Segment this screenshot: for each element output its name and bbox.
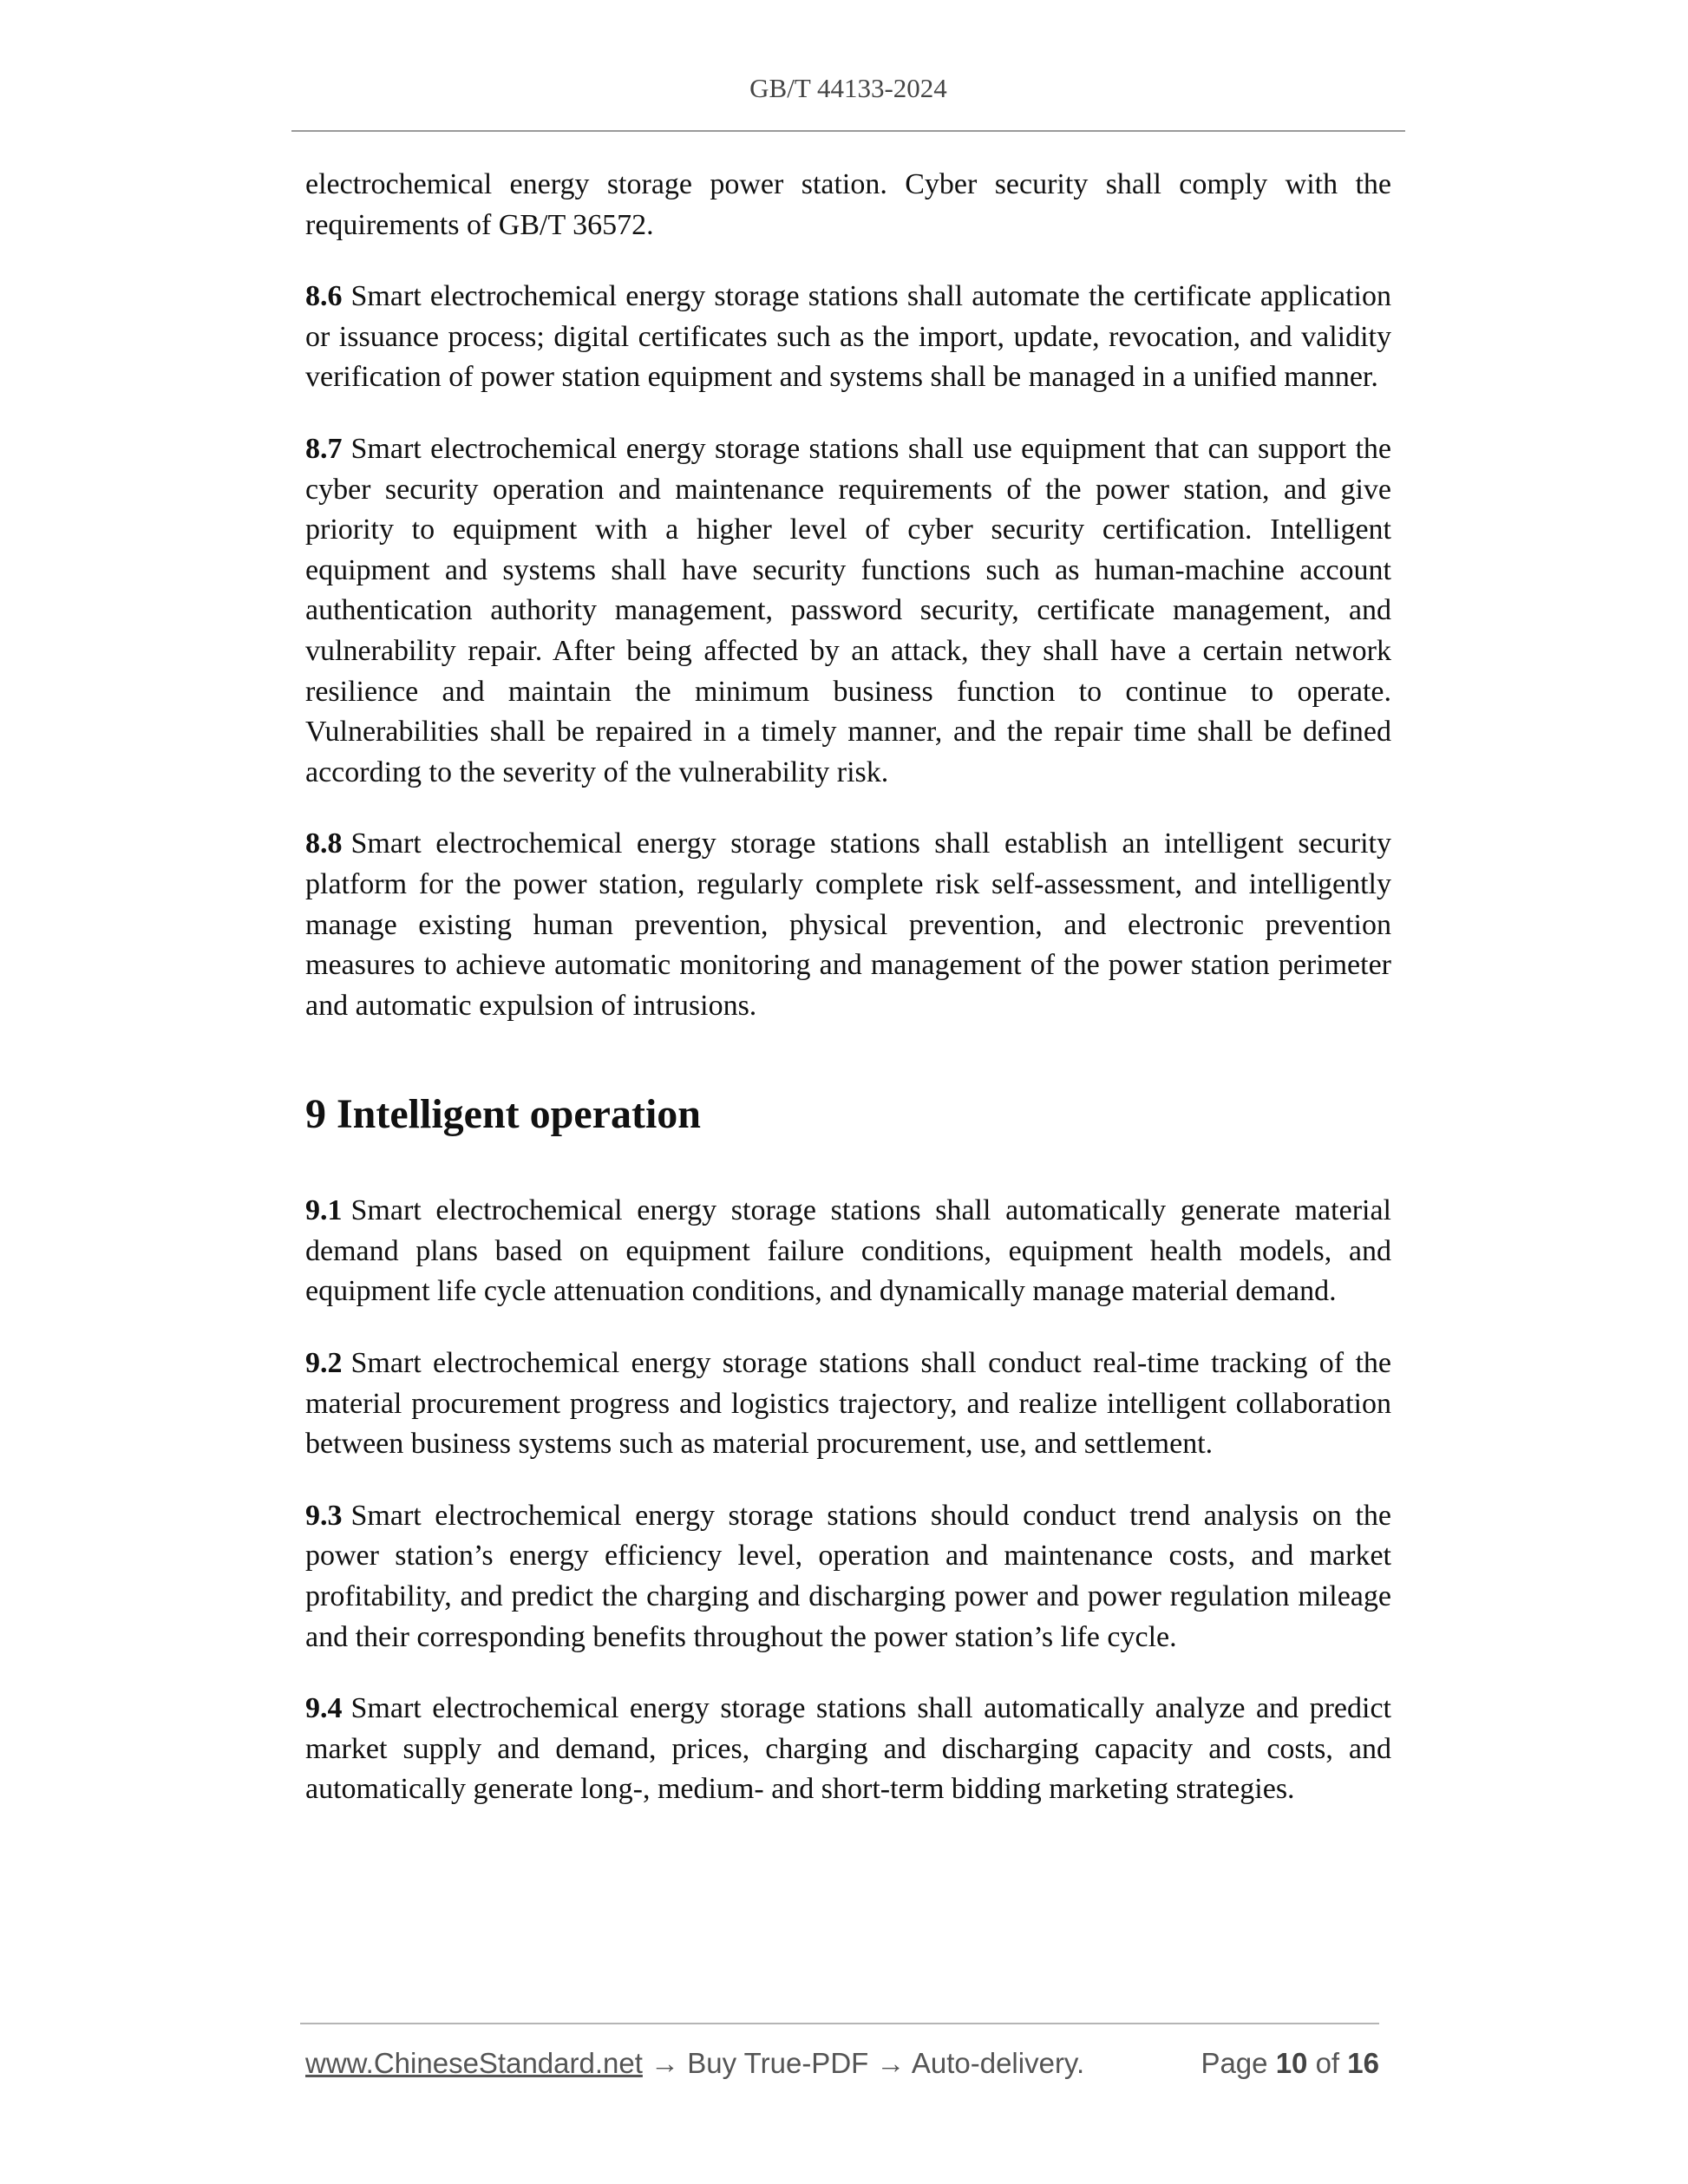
clause-text: Smart electrochemical energy storage stations shall automatically analyze and predict market supply and demand, prices, charging and discharging capacity and costs, and automatically generate long-, medium- and short-term bidding marketing strategies. bbox=[305, 1692, 1391, 1806]
website-link[interactable]: www.ChineseStandard.net bbox=[305, 2047, 643, 2079]
clause-number: 9.1 bbox=[305, 1194, 343, 1227]
clause-8-7 bbox=[305, 429, 1391, 793]
clause-text: Smart electrochemical energy storage stations shall automatically generate material demand plans based on equipment failure conditions, equipment health models, and equipment life cycle attenuation conditions, and dynamically manage material demand. bbox=[305, 1194, 1391, 1308]
header-divider bbox=[291, 130, 1405, 132]
clause-text: Smart electrochemical energy storage stations shall conduct real-time tracking of the material procurement progress and logistics trajectory, and realize intelligent collaboration between business systems such as material procurement, use, and settlement. bbox=[305, 1347, 1391, 1461]
clause-8-6 bbox=[305, 277, 1391, 398]
intro-paragraph bbox=[305, 165, 1391, 245]
footer-divider bbox=[300, 2023, 1379, 2024]
clause-9-1 bbox=[305, 1191, 1391, 1312]
page-total: 16 bbox=[1347, 2047, 1379, 2079]
page-footer bbox=[305, 2043, 1379, 2083]
delivery-text: Auto-delivery. bbox=[911, 2047, 1085, 2079]
clause-9-4 bbox=[305, 1689, 1391, 1810]
paragraph-text: electrochemical energy storage power station. Cyber security shall comply with the requirements of GB/T 36572. bbox=[305, 168, 1391, 241]
clause-number: 8.8 bbox=[305, 827, 343, 860]
clause-number: 9.3 bbox=[305, 1499, 343, 1532]
clause-9-3 bbox=[305, 1496, 1391, 1658]
document-id: GB/T 44133-2024 bbox=[749, 73, 947, 103]
clause-text: Smart electrochemical energy storage stations should conduct trend analysis on the power station’s energy efficiency level, operation and maintenance costs, and market profitability, and predict the charging and discharging power and power regulation mileage and their corresponding benefits throughout the power station’s life cycle. bbox=[305, 1499, 1391, 1653]
clause-text: Smart electrochemical energy storage stations shall use equipment that can support the cyber security operation and maintenance requirements of the power station, and give priority to equipment with a higher level of cyber security certification. Intelligent equipment and systems shall have security functions such as human-machine account authentication authority management, password security, certificate management, and vulnerability repair. After being affected by an attack, they shall have a certain network resilience and maintain the minimum business function to continue to operate. Vulnerabilities shall be repaired in a timely manner, and the repair time shall be defined according to the severity of the vulnerability risk. bbox=[305, 432, 1391, 788]
clause-number: 9.2 bbox=[305, 1347, 343, 1380]
clause-9-2 bbox=[305, 1344, 1391, 1465]
clause-number: 8.7 bbox=[305, 432, 343, 465]
page-current: 10 bbox=[1275, 2047, 1308, 2079]
page-of-label: of bbox=[1315, 2047, 1340, 2079]
clause-text: Smart electrochemical energy storage stations shall establish an intelligent security platform for the power station, regularly complete risk self-assessment, and intelligently manage existing human prevention, physical prevention, and electronic prevention measures to achieve automatic monitoring and management of the power station perimeter and automatic expulsion of intrusions. bbox=[305, 827, 1391, 1022]
arrow-right-icon: → bbox=[876, 2047, 906, 2079]
page-indicator bbox=[1201, 2047, 1379, 2080]
clause-8-8 bbox=[305, 824, 1391, 1026]
clause-text: Smart electrochemical energy storage stations shall automate the certificate application or issuance process; digital certificates such as the import, update, revocation, and validity verification of power station equipment and systems shall be managed in a unified manner. bbox=[305, 280, 1391, 394]
arrow-right-icon: → bbox=[651, 2047, 680, 2079]
clause-number: 9.4 bbox=[305, 1692, 343, 1725]
page-label: Page bbox=[1201, 2047, 1268, 2079]
page-header bbox=[291, 73, 1405, 104]
section-heading: 9 Intelligent operation bbox=[305, 1091, 701, 1138]
clause-number: 8.6 bbox=[305, 280, 343, 313]
footer-promo bbox=[305, 2047, 1084, 2080]
buy-text: Buy True-PDF bbox=[687, 2047, 869, 2079]
page-body bbox=[305, 165, 1391, 1841]
